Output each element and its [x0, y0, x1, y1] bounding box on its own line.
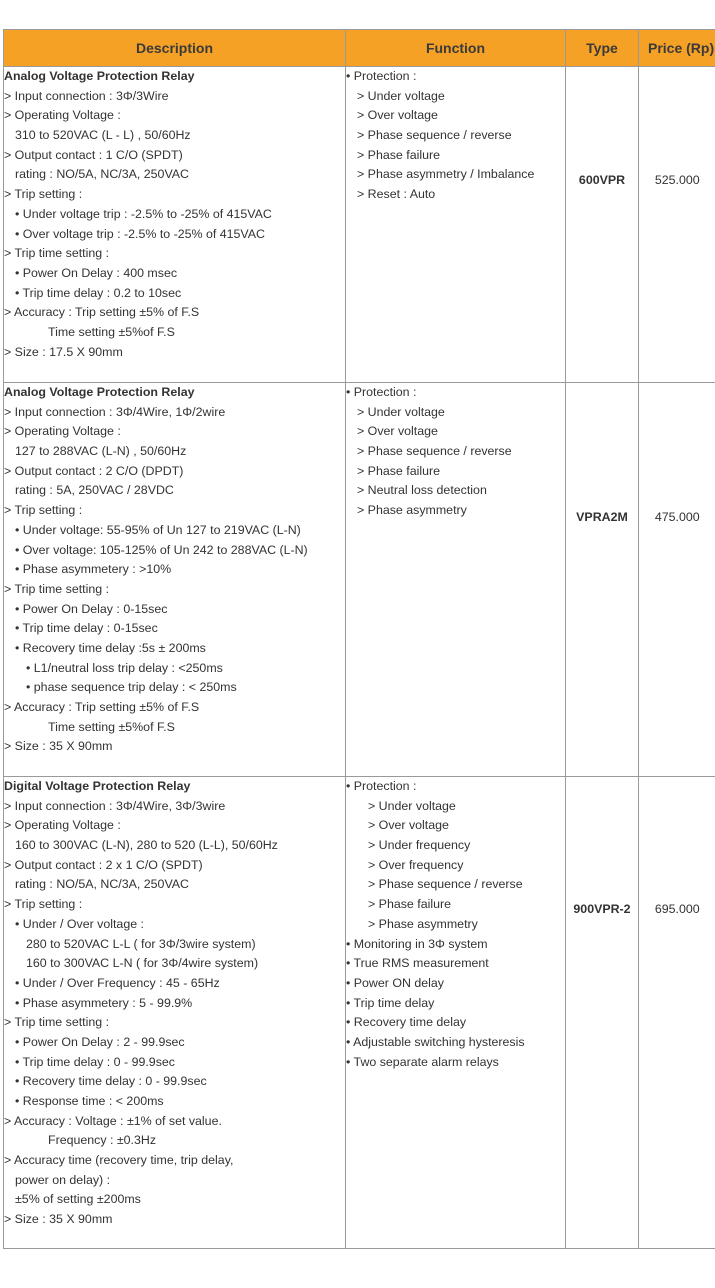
description-line: Time setting ±5%of F.S	[48, 324, 175, 339]
description-line: > Input connection : 3Φ/3Wire	[4, 88, 169, 103]
description-line: > Operating Voltage :	[4, 108, 121, 123]
type-cell: VPRA2M	[566, 383, 639, 777]
description-line: > Trip time setting :	[4, 246, 110, 261]
function-line: > Phase failure	[357, 463, 441, 478]
product-title: Digital Voltage Protection Relay	[4, 779, 191, 793]
function-line: • Monitoring in 3Φ system	[346, 936, 488, 951]
description-line: > Accuracy time (recovery time, trip delay,	[4, 1153, 234, 1168]
description-line: 160 to 300VAC L-N ( for 3Φ/4wire system)	[26, 956, 259, 971]
function-line: > Over voltage	[357, 424, 438, 439]
description-line: 160 to 300VAC (L-N), 280 to 520 (L-L), 50/60Hz	[15, 838, 278, 853]
function-line: > Phase failure	[357, 147, 441, 162]
description-line: • Trip time delay : 0 - 99.9sec	[15, 1054, 175, 1069]
description-line: > Accuracy : Trip setting ±5% of F.S	[4, 700, 200, 714]
function-line: • Recovery time delay	[346, 1015, 467, 1030]
description-line: > Trip time setting :	[4, 1015, 110, 1030]
function-line: > Phase sequence / reverse	[357, 444, 512, 459]
function-cell	[346, 383, 566, 777]
description-line: > Size : 35 X 90mm	[4, 1212, 113, 1227]
description-cell	[4, 777, 346, 1249]
description-line: Time setting ±5%of F.S	[48, 719, 175, 734]
function-line: > Under frequency	[368, 838, 471, 853]
header-row	[4, 30, 715, 67]
description-line: > Output contact : 2 C/O (DPDT)	[4, 463, 184, 478]
product-title: Analog Voltage Protection Relay	[4, 385, 195, 399]
description-line: 127 to 288VAC (L-N) , 50/60Hz	[15, 444, 187, 459]
description-line: > Accuracy : Trip setting ±5% of F.S	[4, 305, 200, 320]
function-line: > Phase sequence / reverse	[357, 128, 512, 143]
description-line: > Operating Voltage :	[4, 424, 121, 439]
description-line: • Power On Delay : 2 - 99.9sec	[15, 1034, 185, 1049]
description-line: > Trip setting :	[4, 503, 83, 518]
description-line: • Recovery time delay : 0 - 99.9sec	[15, 1074, 207, 1089]
product-title: Analog Voltage Protection Relay	[4, 69, 195, 83]
price-cell: 695.000	[639, 777, 715, 1249]
description-line: • Under voltage: 55-95% of Un 127 to 219VAC (L-N)	[15, 522, 301, 537]
function-line: > Under voltage	[357, 88, 445, 103]
function-line: > Neutral loss detection	[357, 483, 487, 498]
description-cell	[4, 383, 346, 777]
description-line: 280 to 520VAC L-L ( for 3Φ/3wire system)	[26, 936, 256, 951]
description-header: Description	[4, 30, 346, 67]
description-line: > Operating Voltage :	[4, 818, 121, 833]
description-line: > Output contact : 2 x 1 C/O (SPDT)	[4, 857, 203, 872]
description-line: Frequency : ±0.3Hz	[48, 1133, 157, 1148]
description-line: rating : NO/5A, NC/3A, 250VAC	[15, 877, 190, 892]
description-line: ±5% of setting ±200ms	[15, 1192, 141, 1207]
description-cell	[4, 67, 346, 383]
function-header: Function	[346, 30, 566, 67]
description-line: > Trip time setting :	[4, 581, 110, 596]
price-cell: 475.000	[639, 383, 715, 777]
description-line: > Trip setting :	[4, 187, 83, 202]
function-line: > Phase asymmetry / Imbalance	[357, 167, 535, 182]
function-line: • Adjustable switching hysteresis	[346, 1034, 525, 1049]
table-row	[4, 67, 715, 383]
description-line: • Under / Over voltage :	[15, 916, 144, 931]
description-line: • Phase asymmetery : >10%	[15, 562, 172, 577]
description-line: > Accuracy : Voltage : ±1% of set value.	[4, 1113, 222, 1128]
function-line: > Under voltage	[368, 798, 456, 813]
description-line: • Over voltage trip : -2.5% to -25% of 415VAC	[15, 226, 265, 241]
function-cell	[346, 67, 566, 383]
description-line: • Power On Delay : 400 msec	[15, 265, 178, 280]
function-line: > Phase failure	[368, 897, 452, 912]
function-line: • Trip time delay	[346, 995, 435, 1010]
description-line: • Over voltage: 105-125% of Un 242 to 288VAC (L-N)	[15, 542, 308, 557]
function-line: > Phase sequence / reverse	[368, 877, 523, 892]
function-line: > Over voltage	[368, 818, 449, 833]
description-line: • phase sequence trip delay : < 250ms	[26, 680, 237, 695]
function-line: • Power ON delay	[346, 975, 444, 990]
description-line: • Trip time delay : 0-15sec	[15, 621, 158, 636]
description-line: 310 to 520VAC (L - L) , 50/60Hz	[15, 128, 191, 143]
function-line: > Over voltage	[357, 108, 438, 123]
description-line: rating : NO/5A, NC/3A, 250VAC	[15, 167, 190, 182]
description-line: > Size : 35 X 90mm	[4, 739, 113, 754]
description-line: • Under voltage trip : -2.5% to -25% of 415VAC	[15, 206, 272, 221]
function-line: > Reset : Auto	[357, 187, 436, 202]
description-line: power on delay) :	[15, 1172, 111, 1187]
function-line: • Protection :	[346, 779, 417, 793]
price-cell: 525.000	[639, 67, 715, 383]
function-line: > Phase asymmetry	[368, 916, 478, 931]
description-line: • Trip time delay : 0.2 to 10sec	[15, 285, 182, 300]
table-row	[4, 777, 715, 1249]
function-line: • Protection :	[346, 69, 417, 83]
function-line: > Over frequency	[368, 857, 464, 872]
table-row	[4, 383, 715, 777]
function-line: • Protection :	[346, 385, 417, 399]
description-line: • L1/neutral loss trip delay : <250ms	[26, 660, 223, 675]
function-line: > Phase asymmetry	[357, 503, 467, 518]
type-header: Type	[566, 30, 639, 67]
function-line: • True RMS measurement	[346, 956, 489, 971]
price-header: Price (Rp)	[639, 30, 715, 67]
description-line: > Output contact : 1 C/O (SPDT)	[4, 147, 183, 162]
description-line: • Power On Delay : 0-15sec	[15, 601, 168, 616]
description-line: > Input connection : 3Φ/4Wire, 3Φ/3wire	[4, 798, 226, 813]
description-line: > Size : 17.5 X 90mm	[4, 344, 123, 359]
type-cell: 600VPR	[566, 67, 639, 383]
description-line: • Under / Over Frequency : 45 - 65Hz	[15, 975, 220, 990]
product-table	[3, 29, 715, 1249]
description-line: rating : 5A, 250VAC / 28VDC	[15, 483, 174, 498]
description-line: • Phase asymmetery : 5 - 99.9%	[15, 995, 193, 1010]
description-line: > Input connection : 3Φ/4Wire, 1Φ/2wire	[4, 404, 226, 419]
description-line: • Recovery time delay :5s ± 200ms	[15, 640, 206, 655]
type-cell: 900VPR-2	[566, 777, 639, 1249]
description-line: • Response time : < 200ms	[15, 1094, 164, 1108]
description-line: > Trip setting :	[4, 897, 83, 912]
function-line: • Two separate alarm relays	[346, 1054, 499, 1069]
function-line: > Under voltage	[357, 404, 445, 419]
function-cell	[346, 777, 566, 1249]
